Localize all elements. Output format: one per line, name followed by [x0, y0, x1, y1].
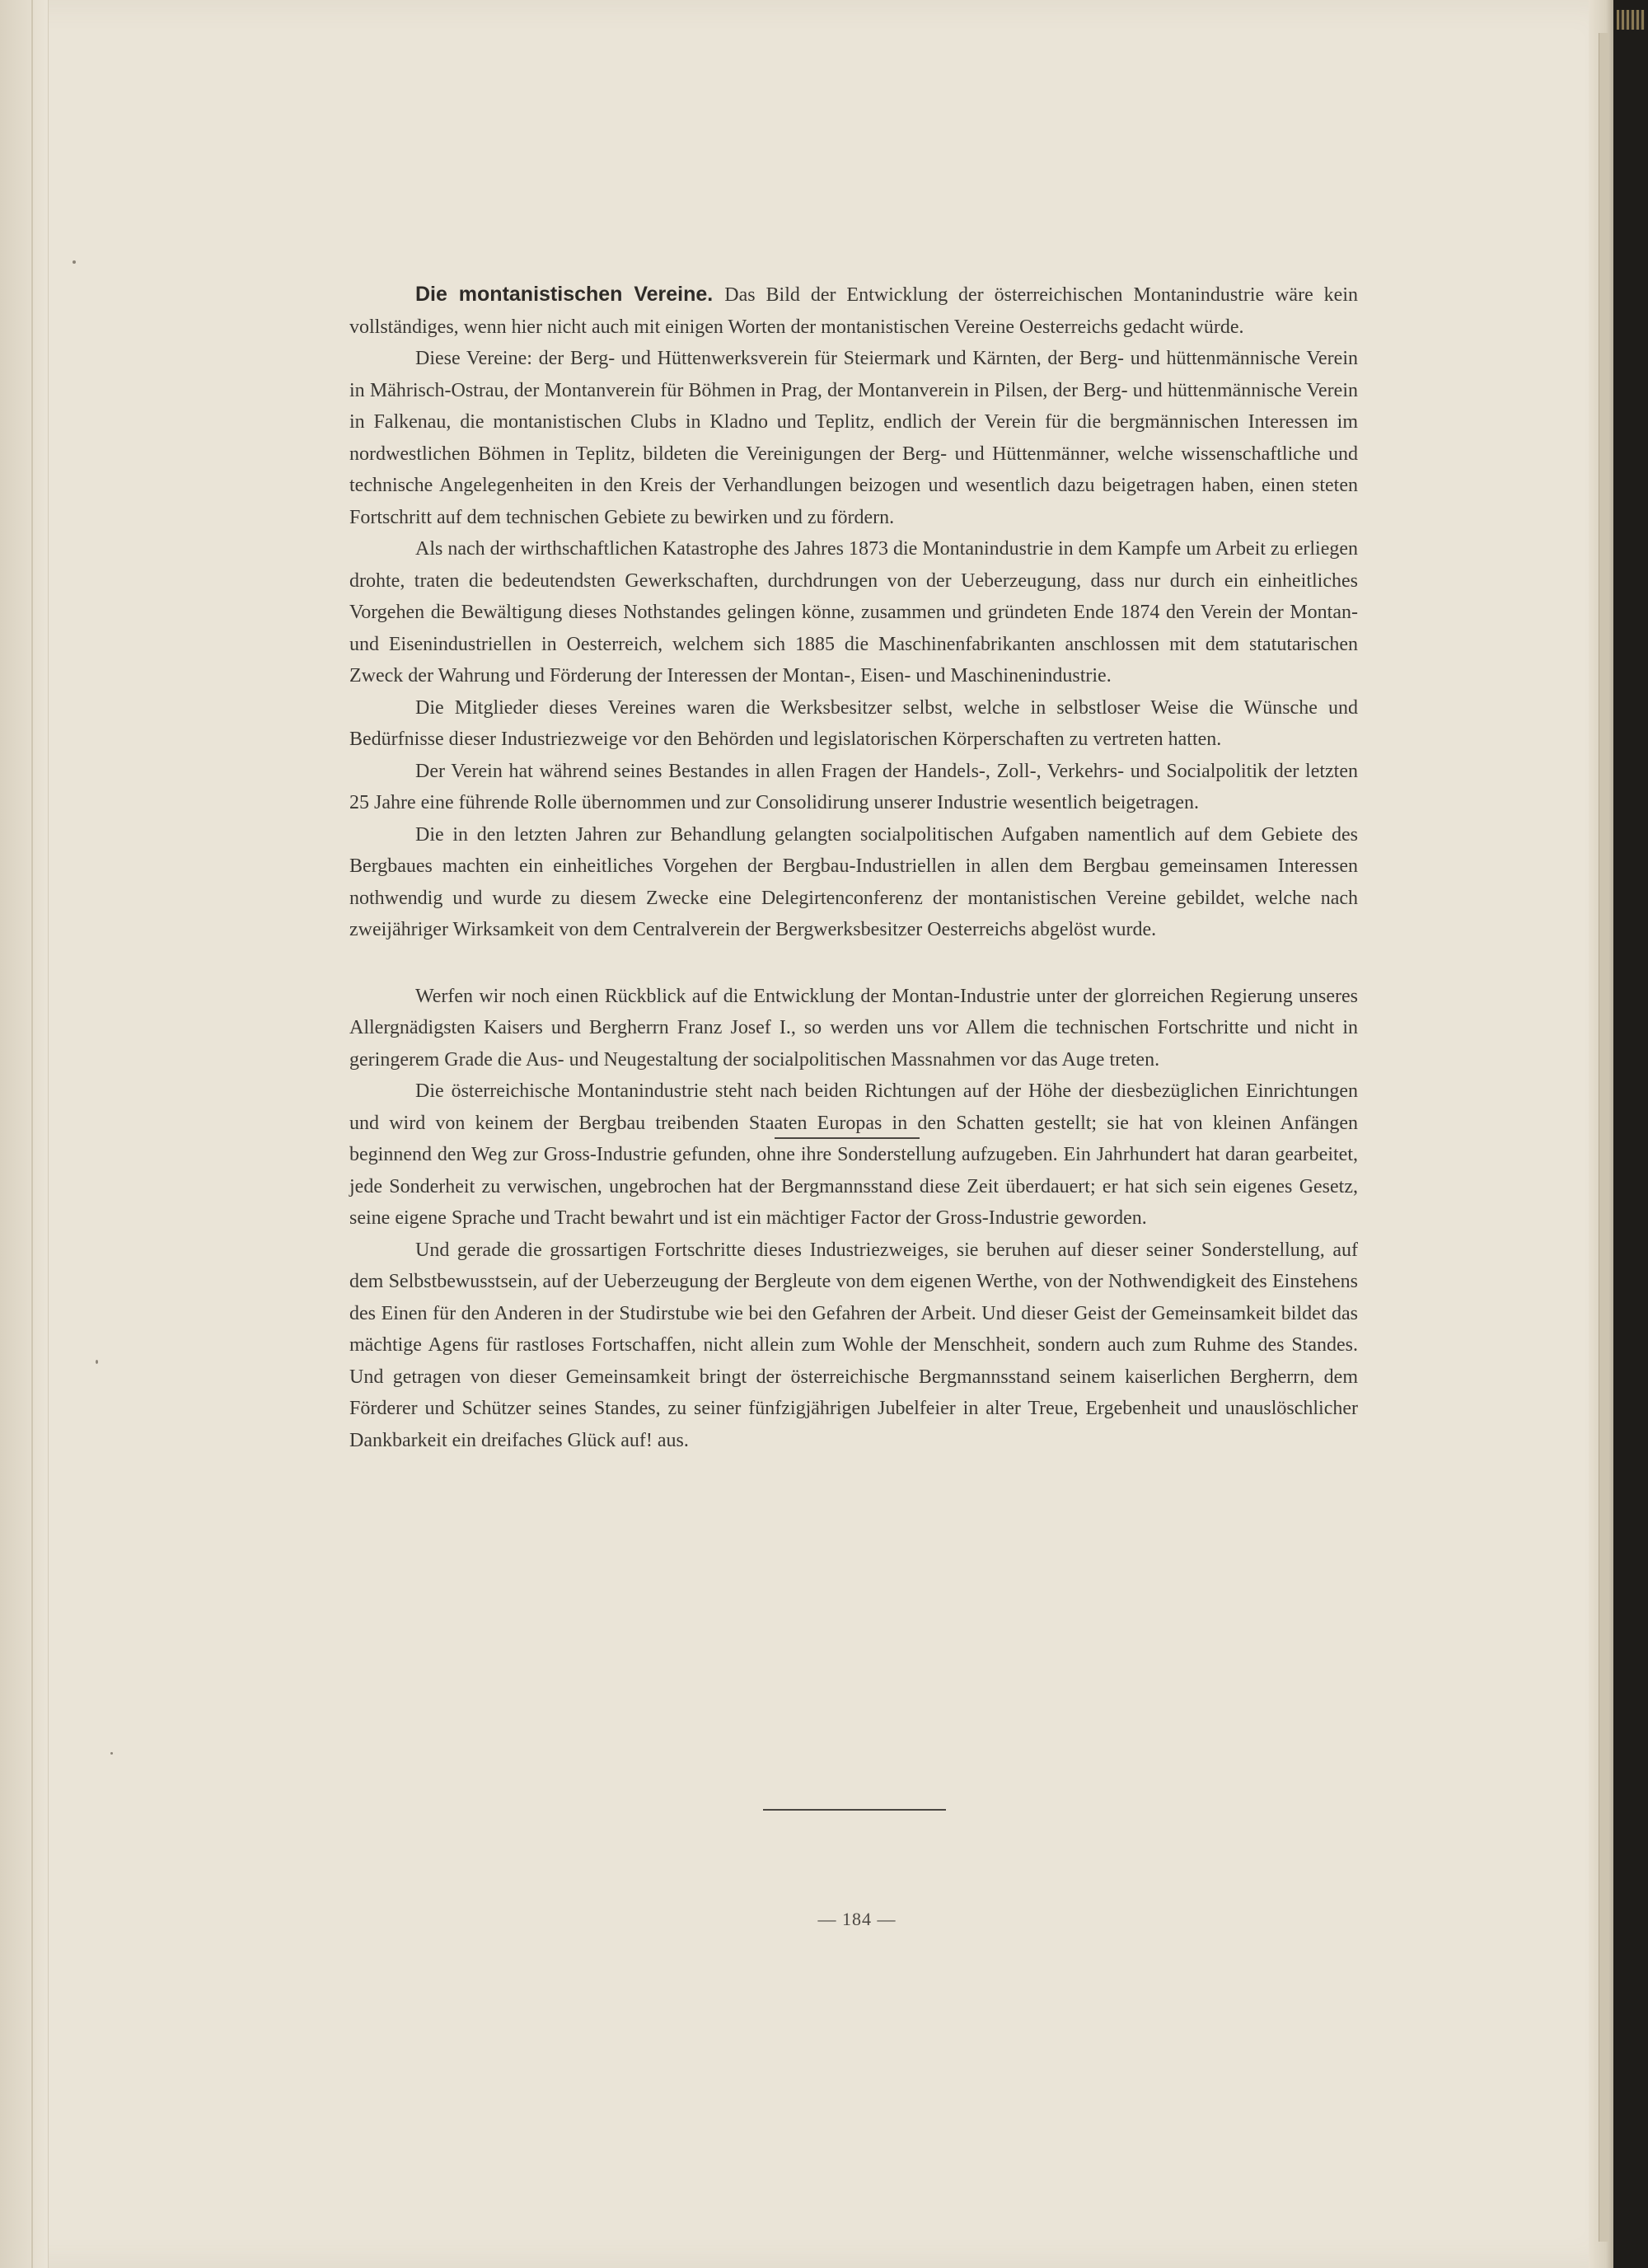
binding-gutter: [0, 0, 49, 2268]
paragraph-7: Werfen wir noch einen Rückblick auf die Entwicklung der Montan-Industrie unter der glorreichen Regierung unseres Allergnädigsten Kaisers und Bergherrn Franz Josef I., so werden uns vor Allem die technischen Fortschritte und nicht in geringerem Grade die Aus- und Neugestaltung der socialpolitischen Massnahmen vor das Auge treten.: [349, 985, 1358, 1071]
paragraph-9: Und gerade die grossartigen Fortschritte dieses Industriezweiges, sie beruhen auf dieser seiner Sonderstellung, auf dem Selbstbewusstsein, auf der Ueberzeugung der Bergleute von dem eigenen Werthe, von der Nothwendigkeit des Einstehens des Einen für den Anderen in der Studirstube wie bei den Gefahren der Arbeit. Und dieser Geist der Gemeinsamkeit bildet das mächtige Agens für rastloses Fortschaffen, nicht allein zum Wohle der Menschheit, sondern auch zum Ruhme des Standes. Und getragen von dieser Gemeinsamkeit bringt der österreichische Bergmannsstand seinem kaiserlichen Bergherrn, dem Förderer und Schützer seines Standes, zu seiner fünfzigjährigen Jubelfeier in alter Treue, Ergebenheit und unauslöschlicher Dankbarkeit ein dreifaches Glück auf! aus.: [349, 1239, 1358, 1451]
gutter-fold-line: [31, 0, 33, 2268]
section-heading: Die montanistischen Vereine.: [415, 283, 714, 306]
paragraph-5: Der Verein hat während seines Bestandes in allen Fragen der Handels-, Zoll-, Verkehrs- und Socialpolitik der letzten 25 Jahre eine führende Rolle übernommen und zur Consolidirung unserer Industrie wesentlich beigetragen.: [349, 760, 1358, 813]
body-text: [349, 279, 1358, 1456]
paper-speck: [96, 1360, 98, 1364]
section-divider-rule: [775, 1137, 920, 1139]
paragraph-2: Diese Vereine: der Berg- und Hüttenwerksverein für Steiermark und Kärnten, der Berg- und hüttenmännische Verein in Mährisch-Ostrau, der Montanverein für Böhmen in Prag, der Montanverein in Pilsen, der Berg- und hüttenmännische Verein in Falkenau, die montanistischen Clubs in Kladno und Teplitz, endlich der Verein für die bergmännischen Interessen im nordwestlichen Böhmen in Teplitz, bildeten die Vereinigungen der Berg- und Hüttenmänner, welche wissenschaftliche und technische Angelegenheiten in den Kreis der Verhandlungen beizogen und wesentlich dazu beigetragen haben, einen steten Fortschritt auf dem technischen Gebiete zu bewirken und zu fördern.: [349, 348, 1358, 528]
paragraph-4: Die Mitglieder dieses Vereines waren die Werksbesitzer selbst, welche in selbstloser Weise die Wünsche und Bedürfnisse dieser Industriezweige vor den Behörden und legislatorischen Körperschaften zu vertreten hatten.: [349, 696, 1358, 750]
paragraph-6: Die in den letzten Jahren zur Behandlung gelangten socialpolitischen Aufgaben namentlich auf dem Gebiete des Bergbaues machten ein einheitliches Vorgehen der Bergbau-Industriellen in allen dem Bergbau gemeinsamen Interessen nothwendig und wurde zu diesem Zwecke eine Delegirtenconferenz der montanistischen Vereine gebildet, welche nach zweijähriger Wirksamkeit von dem Centralverein der Bergwerksbesitzer Oesterreichs abgelöst wurde.: [349, 823, 1358, 940]
end-rule: [763, 1809, 946, 1811]
paragraph-1-text: Das Bild der Entwicklung der österreichischen Montanindustrie wäre kein vollständiges, wenn hier nicht auch mit einigen Worten der montanistischen Vereine Oesterreichs gedacht würde.: [349, 284, 1358, 338]
scan-background-strip: [1613, 0, 1648, 2268]
paper-speck: [73, 260, 76, 264]
paragraph-3: Als nach der wirthschaftlichen Katastrophe des Jahres 1873 die Montanindustrie in dem Kampfe um Arbeit zu erliegen drohte, traten die bedeutendsten Gewerkschaften, durchdrungen von der Ueberzeugung, dass nur durch ein einheitliches Vorgehen die Bewältigung dieses Nothstandes gelingen könne, zusammen und gründeten Ende 1874 den Verein der Montan- und Eisenindustriellen in Oesterreich, welchem sich 1885 die Maschinenfabrikanten anschlossen mit dem statutarischen Zweck der Wahrung und Förderung der Interessen der Montan-, Eisen- und Maschinenindustrie.: [349, 538, 1358, 686]
scan-ruler-marker: [1617, 10, 1645, 30]
paragraph-8: Die österreichische Montanindustrie steht nach beiden Richtungen auf der Höhe der diesbezüglichen Einrichtungen und wird von keinem der Bergbau treibenden Staaten Europas in den Schatten gestellt; sie hat von kleinen Anfängen beginnend den Weg zur Gross-Industrie gefunden, ohne ihre Sonderstellung aufzugeben. Ein Jahrhundert hat daran gearbeitet, jede Sonderheit zu verwischen, ungebrochen hat der Bergmannsstand diese Zeit überdauert; er hat sich sein eigenes Gesetz, seine eigene Sprache und Tracht bewahrt und ist ein mächtiger Factor der Gross-Industrie geworden.: [349, 1080, 1358, 1229]
section-gap: [349, 946, 1358, 981]
paragraph-1: [349, 279, 1358, 343]
page-edge-strip: [1599, 33, 1609, 2242]
paper-speck: [110, 1752, 113, 1755]
page-number: — 184 —: [817, 1909, 897, 1929]
